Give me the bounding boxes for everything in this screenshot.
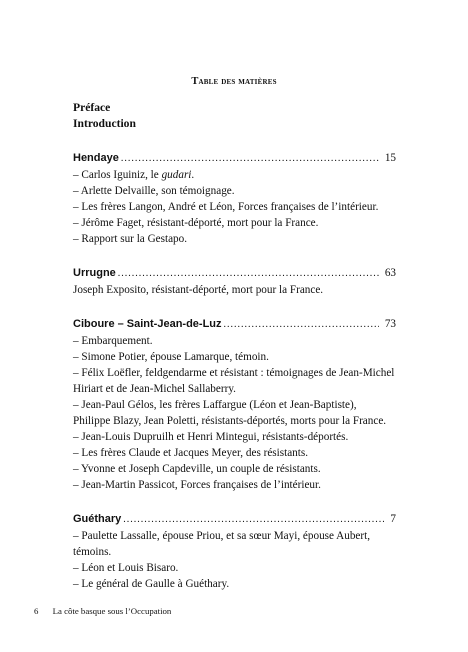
dot-leader <box>118 266 379 282</box>
dot-leader <box>224 317 379 333</box>
toc-section-ciboure <box>73 316 396 493</box>
italic-term: gudari <box>161 169 192 181</box>
section-title: Urrugne <box>73 267 116 279</box>
toc-entry: – Carlos Iguiniz, le gudari. <box>73 169 195 181</box>
toc-section-hendaye <box>73 150 396 247</box>
toc-entry: – Le général de Gaulle à Guéthary. <box>73 578 230 590</box>
toc-entry: – Yvonne et Joseph Capdeville, un couple de résistants. <box>73 463 321 475</box>
front-matter-introduction: Introduction <box>73 117 136 130</box>
toc-entry: – Les frères Claude et Jacques Meyer, des résistants. <box>73 447 309 459</box>
section-heading-row <box>73 511 396 528</box>
toc-content <box>73 100 396 592</box>
toc-entry: – Jérôme Faget, résistant-déporté, mort pour la France. <box>73 217 319 229</box>
toc-entry: – Rapport sur la Gestapo. <box>73 233 188 245</box>
dot-leader <box>121 151 379 167</box>
toc-section-guethary <box>73 511 396 592</box>
footer-page-number: 6 <box>34 606 39 616</box>
toc-title: Table des matières <box>191 76 277 87</box>
toc-entry: – Léon et Louis Bisaro. <box>73 562 179 574</box>
dot-leader <box>123 512 384 528</box>
page-footer <box>34 606 171 616</box>
section-page-number: 63 <box>384 267 396 279</box>
toc-entry: – Félix Loëfler, feldgendarme et résistant : témoignages de Jean-Michel Hiriart et de Jean-Michel Sallaberry. <box>73 367 395 395</box>
toc-entry: Joseph Exposito, résistant-déporté, mort pour la France. <box>73 284 324 296</box>
toc-entry: – Embarquement. <box>73 335 153 347</box>
section-title: Hendaye <box>73 152 119 164</box>
toc-entry: – Les frères Langon, André et Léon, Forces françaises de l’intérieur. <box>73 201 379 213</box>
section-heading-row <box>73 265 396 282</box>
footer-running-title: La côte basque sous l’Occupation <box>52 606 172 616</box>
front-matter-preface: Préface <box>73 101 111 114</box>
section-page-number: 73 <box>384 318 396 330</box>
toc-entry: – Arlette Delvaille, son témoignage. <box>73 185 235 197</box>
section-heading-row <box>73 316 396 333</box>
section-page-number: 7 <box>390 513 396 525</box>
section-title: Ciboure – Saint-Jean-de-Luz <box>73 318 222 330</box>
toc-entry: – Jean-Martin Passicot, Forces françaises de l’intérieur. <box>73 479 321 491</box>
toc-entry: – Simone Potier, épouse Lamarque, témoin. <box>73 351 269 363</box>
toc-entry: – Jean-Louis Dupruilh et Henri Mintegui, résistants-déportés. <box>73 431 349 443</box>
toc-section-urrugne <box>73 265 396 298</box>
section-heading-row <box>73 150 396 167</box>
section-page-number: 15 <box>384 152 396 164</box>
toc-entry: – Jean-Paul Gélos, les frères Laffargue (Léon et Jean-Baptiste), Philippe Blazy, Jean Poletti, résistants-déportés, morts pour la France. <box>73 399 387 427</box>
section-title: Guéthary <box>73 513 122 525</box>
toc-entry: – Paulette Lassalle, épouse Priou, et sa sœur Mayi, épouse Aubert, témoins. <box>73 530 371 558</box>
